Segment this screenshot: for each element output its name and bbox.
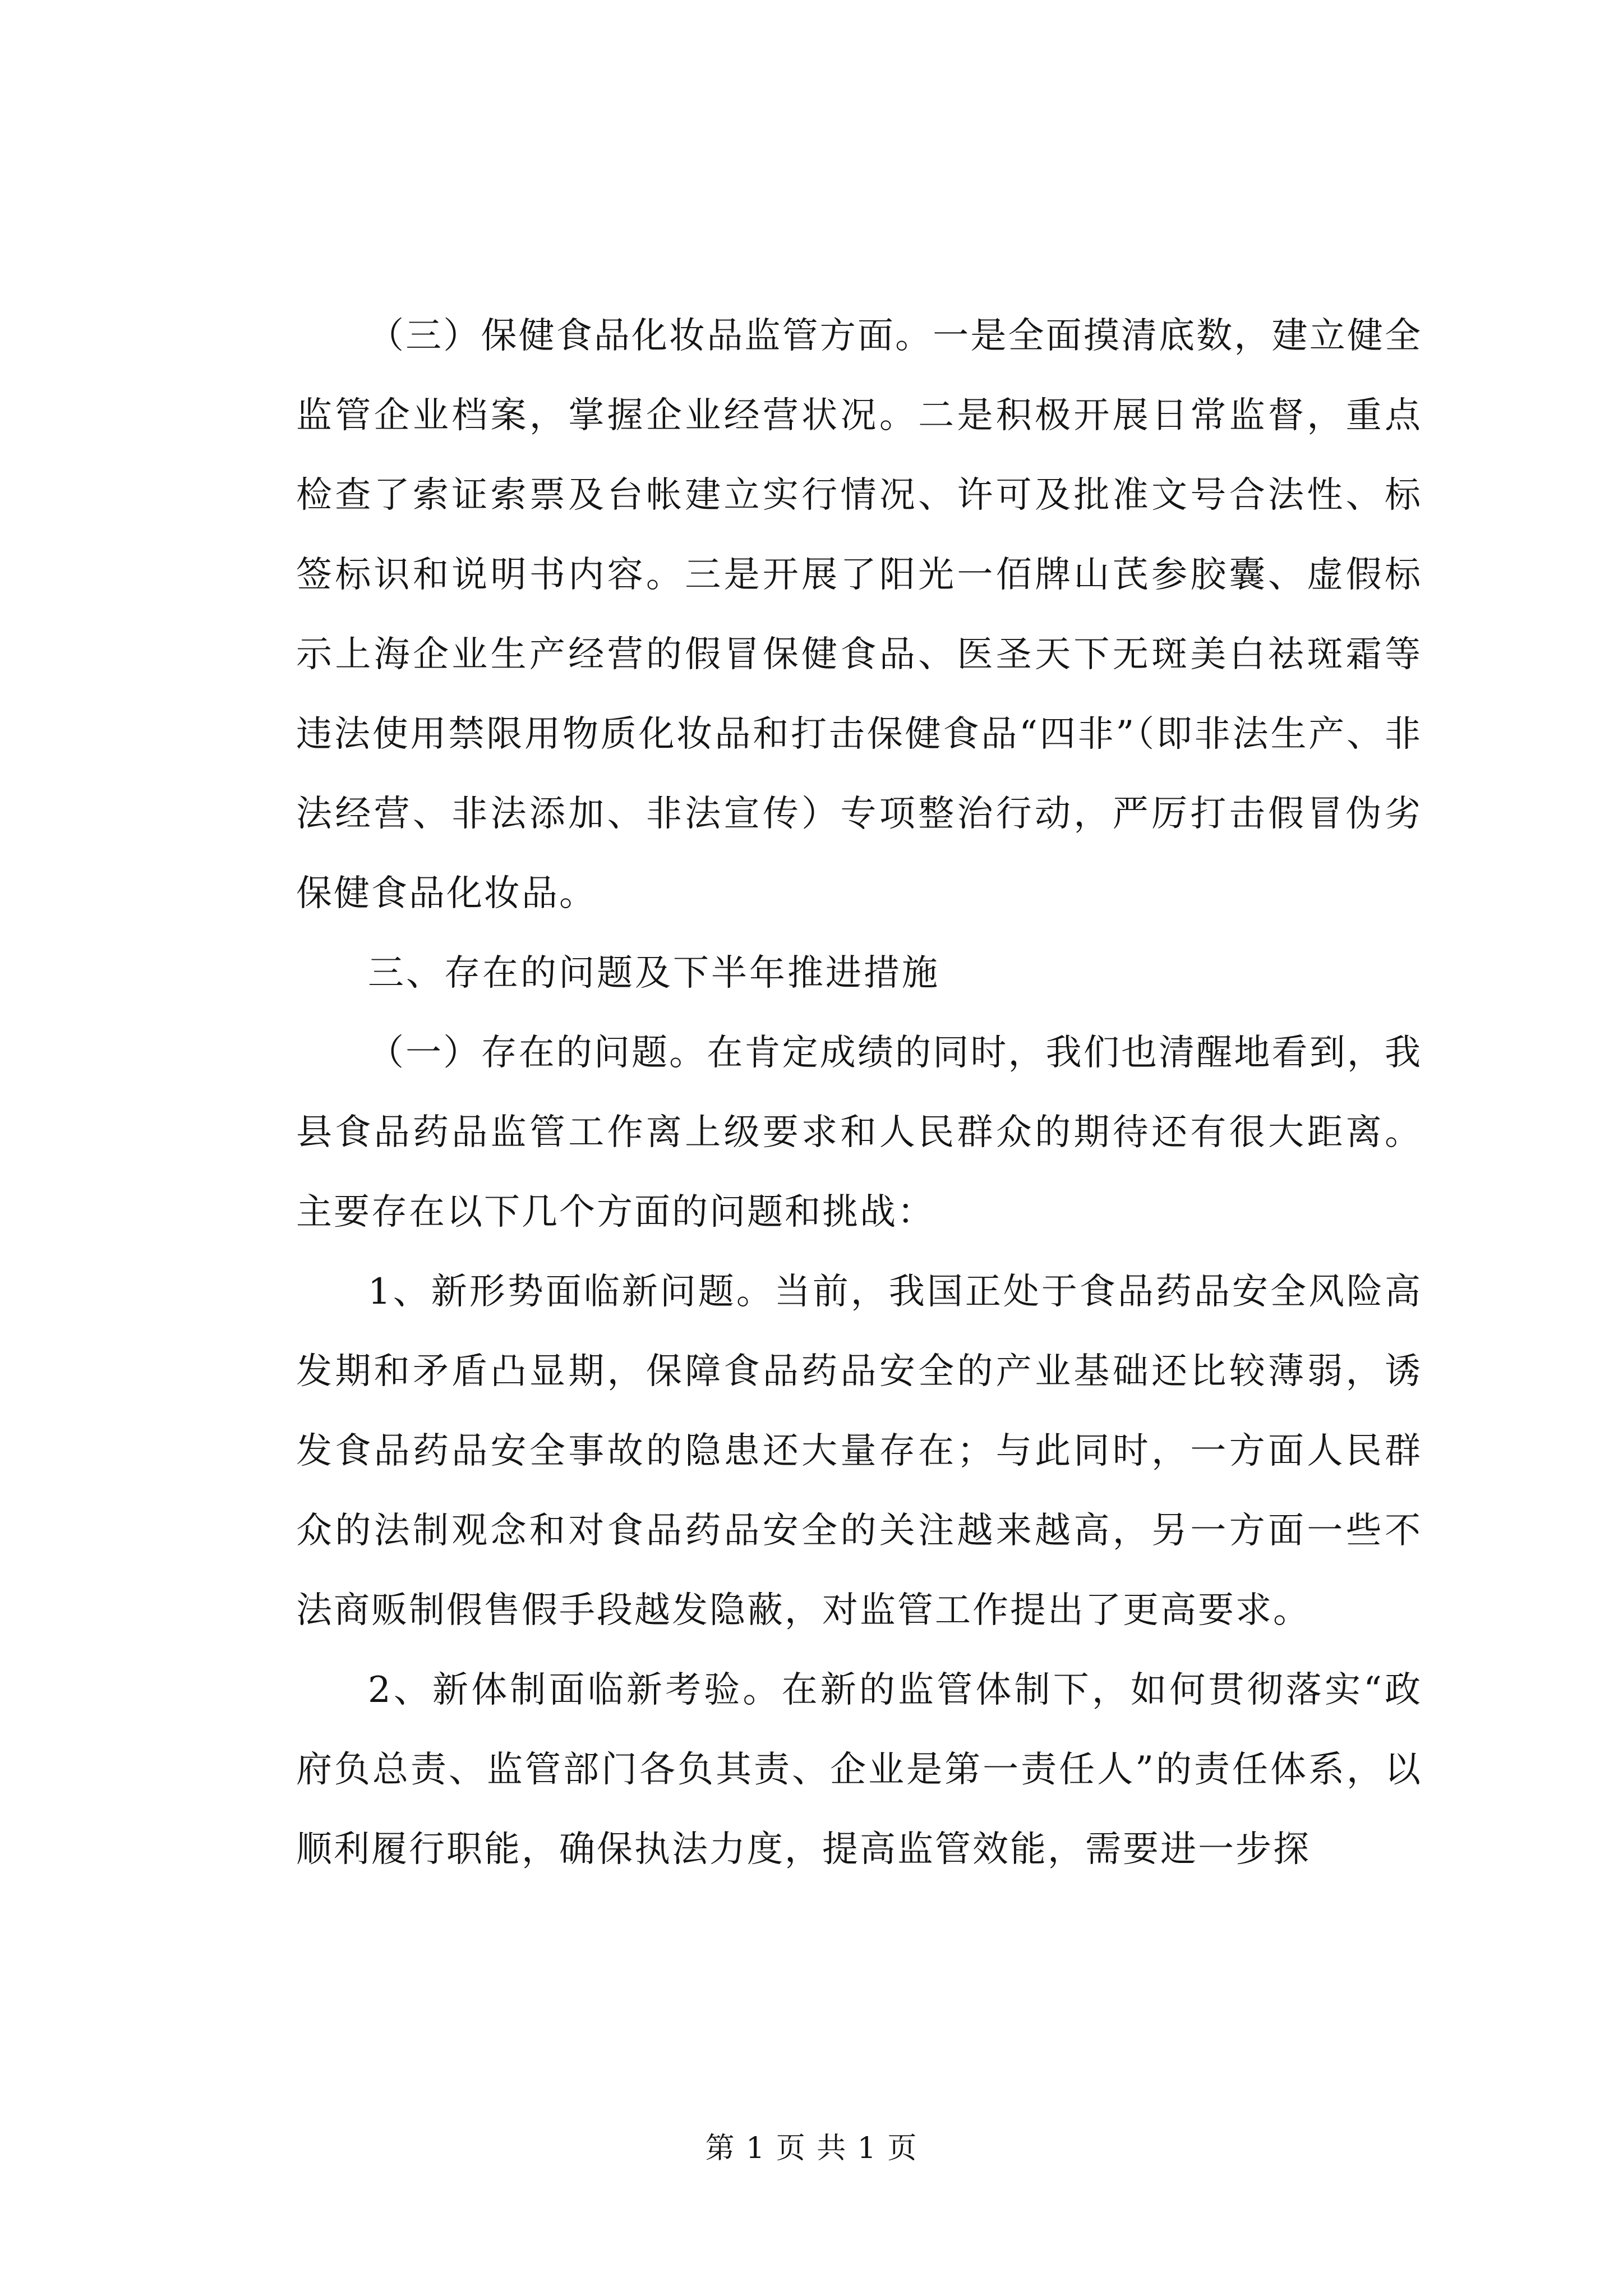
page-number-footer: 第 1 页 共 1 页: [705, 2132, 918, 2165]
document-body: [296, 296, 1422, 1889]
paragraph-health-food-cosmetics: （三）保健食品化妆品监管方面。一是全面摸清底数，建立健全监管企业档案，掌握企业经营状况。二是积极开展日常监督，重点检查了索证索票及台帐建立实行情况、许可及批准文号合法性、标签标识和说明书内容。三是开展了阳光一佰牌山芪参胶囊、虚假标示上海企业生产经营的假冒保健食品、医圣天下无斑美白祛斑霜等违法使用禁限用物质化妆品和打击保健食品“四非”（即非法生产、非法经营、非法添加、非法宣传）专项整治行动，严厉打击假冒伪劣保健食品化妆品。: [296, 315, 1422, 914]
paragraph-existing-problems: （一）存在的问题。在肯定成绩的同时，我们也清醒地看到，我县食品药品监管工作离上级要求和人民群众的期待还有很大距离。主要存在以下几个方面的问题和挑战：: [296, 1032, 1422, 1233]
section-heading-problems-measures: 三、存在的问题及下半年推进措施: [368, 953, 940, 994]
paragraph-new-system: 2、新体制面临新考验。在新的监管体制下，如何贯彻落实“政府负总责、监管部门各负其责、企业是第一责任人”的责任体系，以顺利履行职能，确保执法力度，提高监管效能，需要进一步探: [296, 1669, 1422, 1870]
paragraph-new-situation: 1、新形势面临新问题。当前，我国正处于食品药品安全风险高发期和矛盾凸显期，保障食品药品安全的产业基础还比较薄弱，诱发食品药品安全事故的隐患还大量存在；与此同时，一方面人民群众的法制观念和对食品药品安全的关注越来越高，另一方面一些不法商贩制假售假手段越发隐蔽，对监管工作提出了更高要求。: [296, 1271, 1422, 1631]
